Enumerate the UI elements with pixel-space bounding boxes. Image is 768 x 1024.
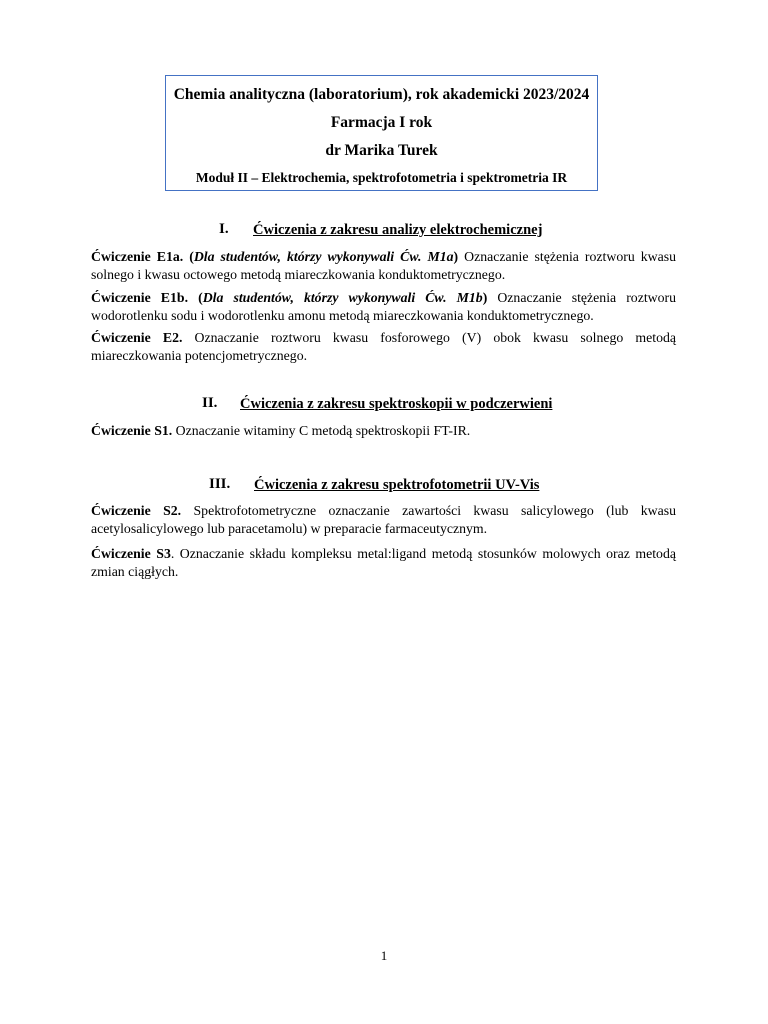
exercise-s2-text: Spektrofotometryczne oznaczanie zawartości kwasu salicylowego (lub kwasu acetylosalicylowego lub paracetamolu) w preparacie farmaceutycznym. (91, 503, 676, 536)
exercise-e1a (91, 248, 676, 284)
exercise-s3 (91, 545, 676, 581)
course-header-box (165, 75, 598, 191)
exercise-e1b-text: Oznaczanie stężenia roztworu wodorotlenku sodu i wodorotlenku amonu metodą miareczkowania konduktometrycznego. (91, 290, 677, 323)
exercise-e1a-note: Dla studentów, którzy wykonywali Ćw. M1a (193, 249, 454, 264)
exercise-e1b-open-paren: ( (198, 290, 203, 305)
exercise-s2 (91, 502, 676, 538)
course-title: Chemia analityczna (laboratorium), rok akademicki 2023/2024 (173, 86, 590, 103)
exercise-e2-text: Oznaczanie roztworu kwasu fosforowego (V) obok kwasu solnego metodą miareczkowania potencjometrycznego. (91, 330, 676, 363)
exercise-e1b-close-paren: ) (482, 290, 488, 305)
exercise-e1b-label: Ćwiczenie E1b. (91, 290, 189, 305)
exercise-e2-label: Ćwiczenie E2. (91, 330, 183, 345)
section-1-title: Ćwiczenia z zakresu analizy elektrochemicznej (253, 222, 543, 238)
exercise-e1b-note: Dla studentów, którzy wykonywali Ćw. M1b (202, 290, 483, 305)
exercise-s1 (91, 422, 676, 440)
exercise-s1-label: Ćwiczenie S1. (91, 423, 173, 438)
course-module: Moduł II – Elektrochemia, spektrofotometria i spektrometria IR (195, 170, 568, 185)
page-number: 1 (380, 948, 388, 963)
section-2-number: II. (202, 395, 218, 411)
exercise-e1a-close-paren: ) (453, 249, 459, 264)
exercise-s3-text: . Oznaczanie składu kompleksu metal:ligand metodą stosunków molowych oraz metodą zmian ciągłych. (91, 546, 676, 579)
course-instructor: dr Marika Turek (325, 142, 438, 159)
section-2-title: Ćwiczenia z zakresu spektroskopii w podczerwieni (240, 396, 553, 412)
exercise-s2-label: Ćwiczenie S2. (91, 503, 182, 518)
exercise-e1a-label: Ćwiczenie E1a. (91, 249, 184, 264)
exercise-s3-label: Ćwiczenie S3 (91, 546, 171, 561)
exercise-e1b (91, 289, 676, 325)
section-1-number: I. (219, 221, 229, 237)
section-3-title: Ćwiczenia z zakresu spektrofotometrii UV-Vis (254, 477, 540, 493)
section-3-number: III. (209, 476, 231, 492)
exercise-e1a-text: Oznaczanie stężenia roztworu kwasu solnego i kwasu octowego metodą miareczkowania konduktometrycznego. (91, 249, 676, 282)
exercise-s1-text: Oznaczanie witaminy C metodą spektroskopii FT-IR. (172, 423, 471, 438)
exercise-e1a-open-paren: ( (189, 249, 194, 264)
course-program: Farmacja I rok (330, 114, 433, 131)
exercise-e2 (91, 329, 676, 365)
